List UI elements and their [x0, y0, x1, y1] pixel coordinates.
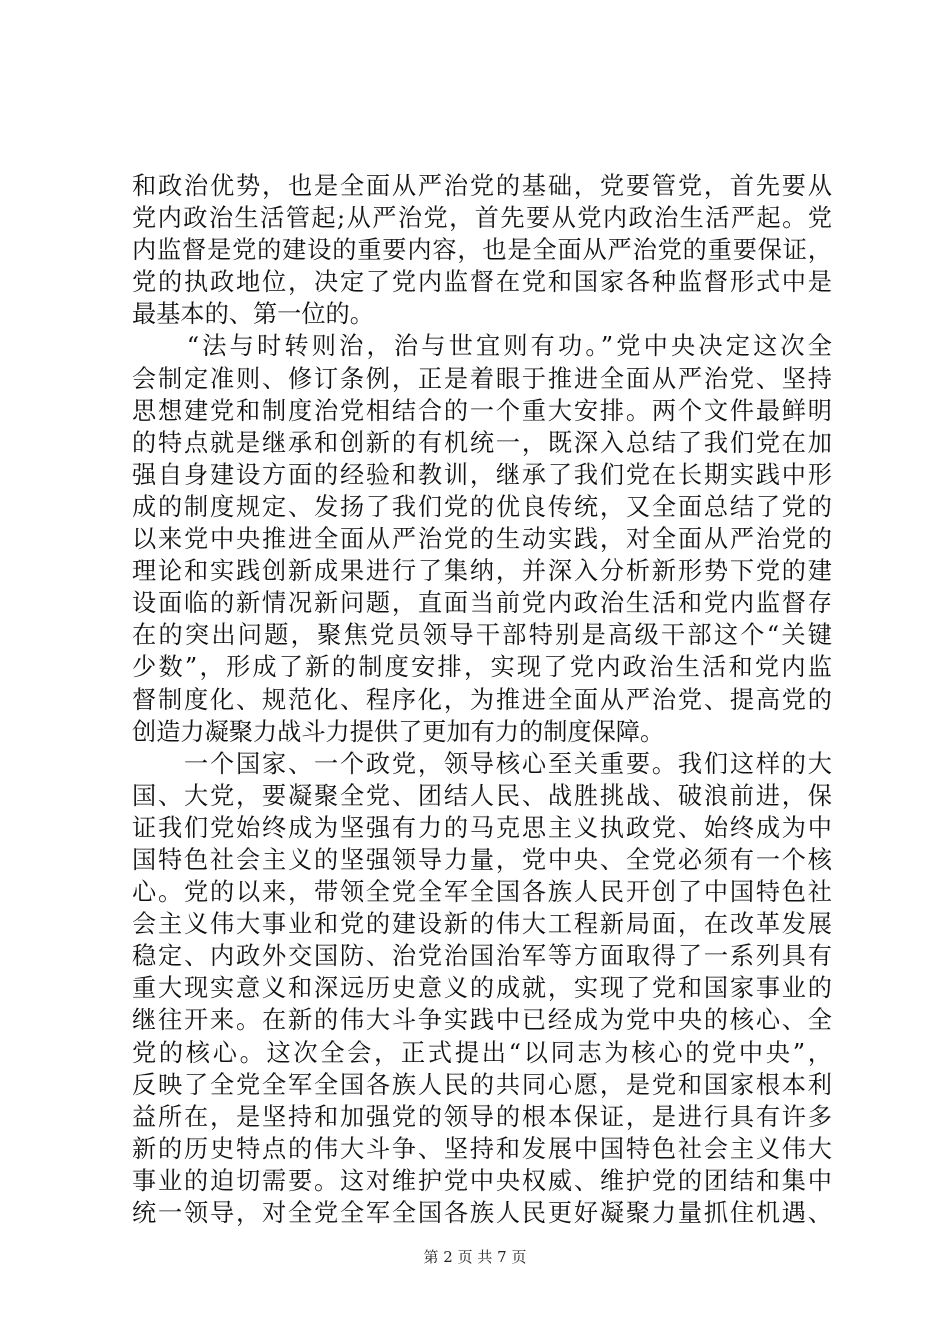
text-line: “法与时转则治，治与世宜则有功。”党中央决定这次全: [132, 332, 832, 361]
page-number-footer: 第 2 页 共 7 页: [423, 1248, 527, 1266]
text-line: 继往开来。在新的伟大斗争实践中已经成为党中央的核心、全: [132, 1006, 832, 1035]
text-line: 反映了全党全军全国各族人民的共同心愿，是党和国家根本利: [132, 1070, 832, 1099]
text-line: 统一领导，对全党全军全国各族人民更好凝聚力量抓住机遇、: [132, 1199, 832, 1227]
text-line: 新的历史特点的伟大斗争、坚持和发展中国特色社会主义伟大: [132, 1134, 832, 1163]
text-line: 重大现实意义和深远历史意义的成就，实现了党和国家事业的: [132, 974, 832, 1003]
text-line: 的特点就是继承和创新的有机统一，既深入总结了我们党在加: [132, 428, 832, 457]
text-line: 党的核心。这次全会，正式提出“以同志为核心的党中央”，: [132, 1038, 832, 1067]
text-line: 在的突出问题，聚焦党员领导干部特别是高级干部这个“关键: [132, 621, 832, 650]
body-text: [132, 170, 832, 1229]
text-line: 内监督是党的建设的重要内容，也是全面从严治党的重要保证，: [132, 236, 832, 265]
text-line: 最基本的、第一位的。: [132, 300, 374, 329]
text-line: 和政治优势，也是全面从严治党的基础，党要管党，首先要从: [132, 172, 832, 200]
text-line: 国特色社会主义的坚强领导力量，党中央、全党必须有一个核: [132, 845, 832, 874]
text-line: 稳定、内政外交国防、治党治国治军等方面取得了一系列具有: [132, 942, 832, 971]
text-line: 国、大党，要凝聚全党、团结人民、战胜挑战、破浪前进，保: [132, 781, 832, 810]
text-line: 证我们党始终成为坚强有力的马克思主义执政党、始终成为中: [132, 813, 832, 842]
text-line: 少数”，形成了新的制度安排，实现了党内政治生活和党内监: [132, 653, 832, 682]
text-line: 事业的迫切需要。这对维护党中央权威、维护党的团结和集中: [132, 1166, 832, 1195]
text-line: 创造力凝聚力战斗力提供了更加有力的制度保障。: [132, 717, 665, 746]
text-line: 会主义伟大事业和党的建设新的伟大工程新局面，在改革发展: [132, 910, 832, 939]
text-line: 成的制度规定、发扬了我们党的优良传统，又全面总结了党的: [132, 492, 832, 521]
text-line: 设面临的新情况新问题，直面当前党内政治生活和党内监督存: [132, 589, 832, 618]
text-line: 思想建党和制度治党相结合的一个重大安排。两个文件最鲜明: [132, 396, 832, 425]
text-line: 会制定准则、修订条例，正是着眼于推进全面从严治党、坚持: [132, 364, 832, 393]
text-line: 一个国家、一个政党，领导核心至关重要。我们这样的大: [132, 749, 832, 778]
text-line: 理论和实践创新成果进行了集纳，并深入分析新形势下党的建: [132, 557, 832, 586]
text-line: 心。党的以来，带领全党全军全国各族人民开创了中国特色社: [132, 878, 832, 907]
text-line: 督制度化、规范化、程序化，为推进全面从严治党、提高党的: [132, 685, 832, 714]
text-line: 强自身建设方面的经验和教训，继承了我们党在长期实践中形: [132, 460, 832, 489]
text-line: 益所在，是坚持和加强党的领导的根本保证，是进行具有许多: [132, 1102, 832, 1131]
text-line: 党内政治生活管起;从严治党，首先要从党内政治生活严起。党: [132, 204, 832, 233]
text-line: 党的执政地位，决定了党内监督在党和国家各种监督形式中是: [132, 268, 832, 297]
text-line: 以来党中央推进全面从严治党的生动实践，对全面从严治党的: [132, 525, 832, 554]
